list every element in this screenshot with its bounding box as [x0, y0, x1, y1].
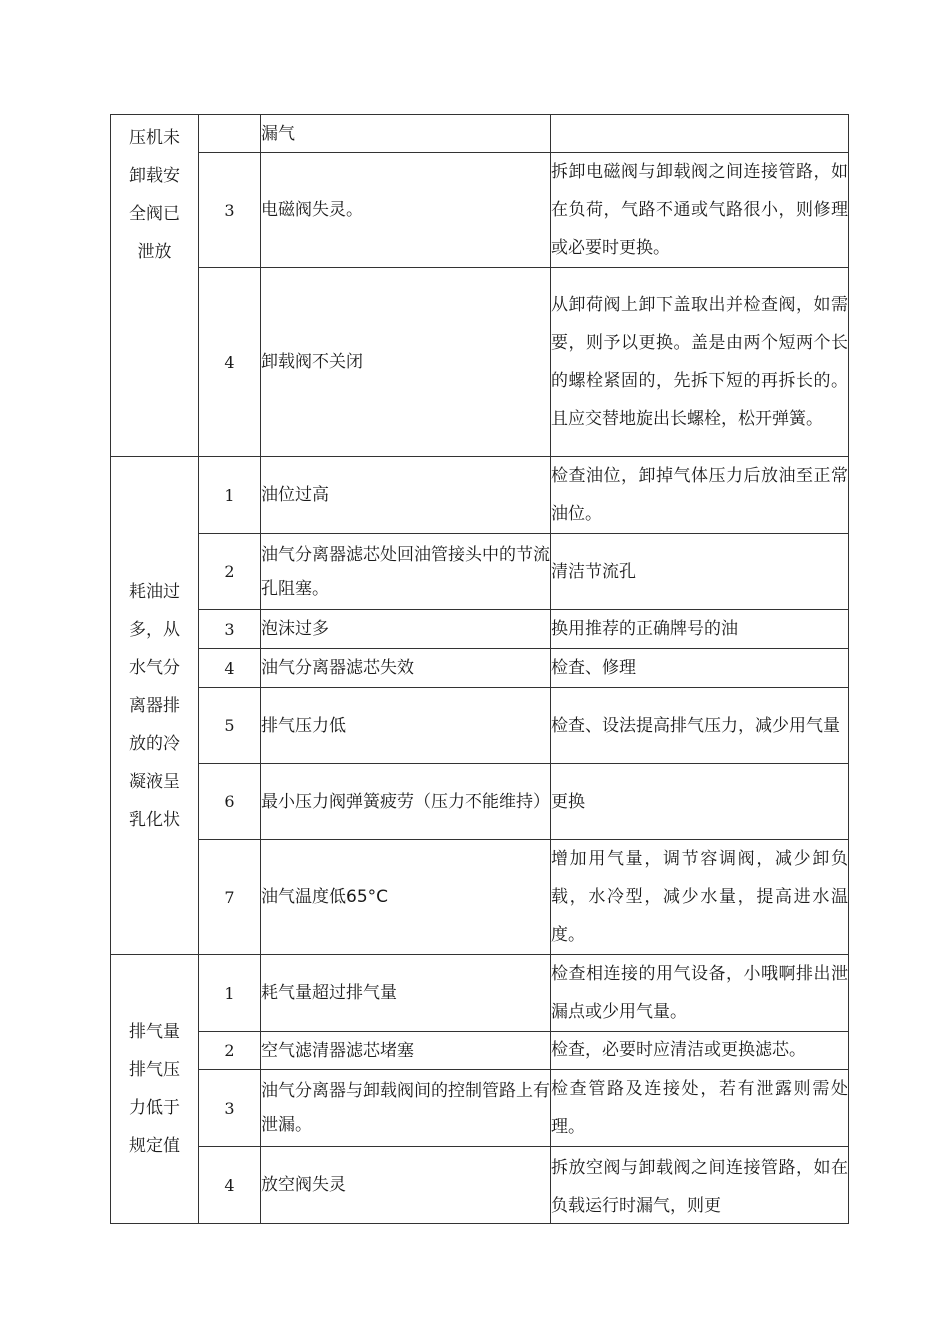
remedy-cell: 检査、修理 [551, 649, 849, 688]
row-number: 1 [199, 955, 261, 1032]
remedy-cell: 清洁节流孔 [551, 534, 849, 610]
remedy-cell [551, 115, 849, 153]
remedy-cell [551, 1147, 849, 1224]
table-row [111, 610, 849, 649]
fault-label: 排气量排气压力低于规定值 [129, 1022, 180, 1156]
table-row [111, 534, 849, 610]
cause-cell: 排气压力低 [261, 688, 551, 764]
remedy-cell: 更换 [551, 764, 849, 840]
row-number: 6 [199, 764, 261, 840]
remedy-cell: 检查油位，卸掉气体压力后放油至正常油位。 [551, 457, 849, 534]
table-row [111, 1032, 849, 1070]
table-row [111, 153, 849, 268]
table-row [111, 1070, 849, 1147]
table-row [111, 457, 849, 534]
troubleshooting-table [110, 114, 849, 1224]
table-row [111, 955, 849, 1032]
cause-cell: 油气分离器与卸载阀间的控制管路上有泄漏。 [261, 1070, 551, 1147]
remedy-cell [551, 1032, 849, 1070]
table-row [111, 688, 849, 764]
row-number: 3 [199, 153, 261, 268]
table-row [111, 115, 849, 153]
table-row [111, 268, 849, 457]
cause-cell: 油气分离器滤芯失效 [261, 649, 551, 688]
remedy-cell: 检查、设法提高排气压力，减少用气量 [551, 688, 849, 764]
cause-cell: 放空阀失灵 [261, 1147, 551, 1224]
table-row [111, 1147, 849, 1224]
row-number: 3 [199, 610, 261, 649]
fault-cell [111, 955, 199, 1224]
remedy-cell: 检查相连接的用气设备，小哦啊排出泄漏点或少用气量。 [551, 955, 849, 1032]
row-number: 3 [199, 1070, 261, 1147]
cause-cell: 油气分离器滤芯处回油管接头中的节流孔阻塞。 [261, 534, 551, 610]
cause-cell: 油气温度低65°C [261, 840, 551, 955]
remedy-cell: 从卸荷阀上卸下盖取出并检查阀，如需要，则予以更换。盖是由两个短两个长的螺栓紧固的，先拆下短的再拆长的。且应交替地旋出长螺栓，松开弹簧。 [551, 268, 849, 457]
cause-cell: 泡沫过多 [261, 610, 551, 649]
fault-label: 压机未卸载安全阀已泄放 [129, 128, 180, 262]
row-number: 4 [199, 268, 261, 457]
table-row [111, 840, 849, 955]
remedy-cell: 增加用气量，调节容调阀，减少卸负载，水冷型，减少水量，提高进水温度。 [551, 840, 849, 955]
row-number: 2 [199, 534, 261, 610]
row-number [199, 115, 261, 153]
remedy-cell: 换用推荐的正确牌号的油 [551, 610, 849, 649]
remedy-text: 检查，必要时应清洁或更换滤芯。 [551, 1040, 806, 1060]
row-number: 1 [199, 457, 261, 534]
table-row [111, 764, 849, 840]
fault-label: 耗油过多，从水气分离器排放的冷凝液呈乳化状 [129, 581, 180, 830]
row-number: 5 [199, 688, 261, 764]
cause-cell: 漏气 [261, 115, 551, 153]
cause-cell: 空气滤清器滤芯堵塞 [261, 1032, 551, 1070]
remedy-cell: 检查管路及连接处，若有泄露则需处理。 [551, 1070, 849, 1147]
row-number: 7 [199, 840, 261, 955]
remedy-text: 拆放空阀与卸载阀之间连接管路，如在负载运行时漏气，则更 [551, 1158, 848, 1216]
row-number: 4 [199, 649, 261, 688]
fault-cell [111, 115, 199, 457]
row-number: 4 [199, 1147, 261, 1224]
cause-cell: 耗气量超过排气量 [261, 955, 551, 1032]
cause-cell: 油位过高 [261, 457, 551, 534]
cause-cell: 卸载阀不关闭 [261, 268, 551, 457]
fault-cell [111, 457, 199, 955]
cause-cell: 最小压力阀弹簧疲劳（压力不能维持） [261, 764, 551, 840]
row-number: 2 [199, 1032, 261, 1070]
table-row [111, 649, 849, 688]
cause-cell: 电磁阀失灵。 [261, 153, 551, 268]
remedy-cell: 拆卸电磁阀与卸载阀之间连接管路，如在负荷，气路不通或气路很小，则修理或必要时更换。 [551, 153, 849, 268]
